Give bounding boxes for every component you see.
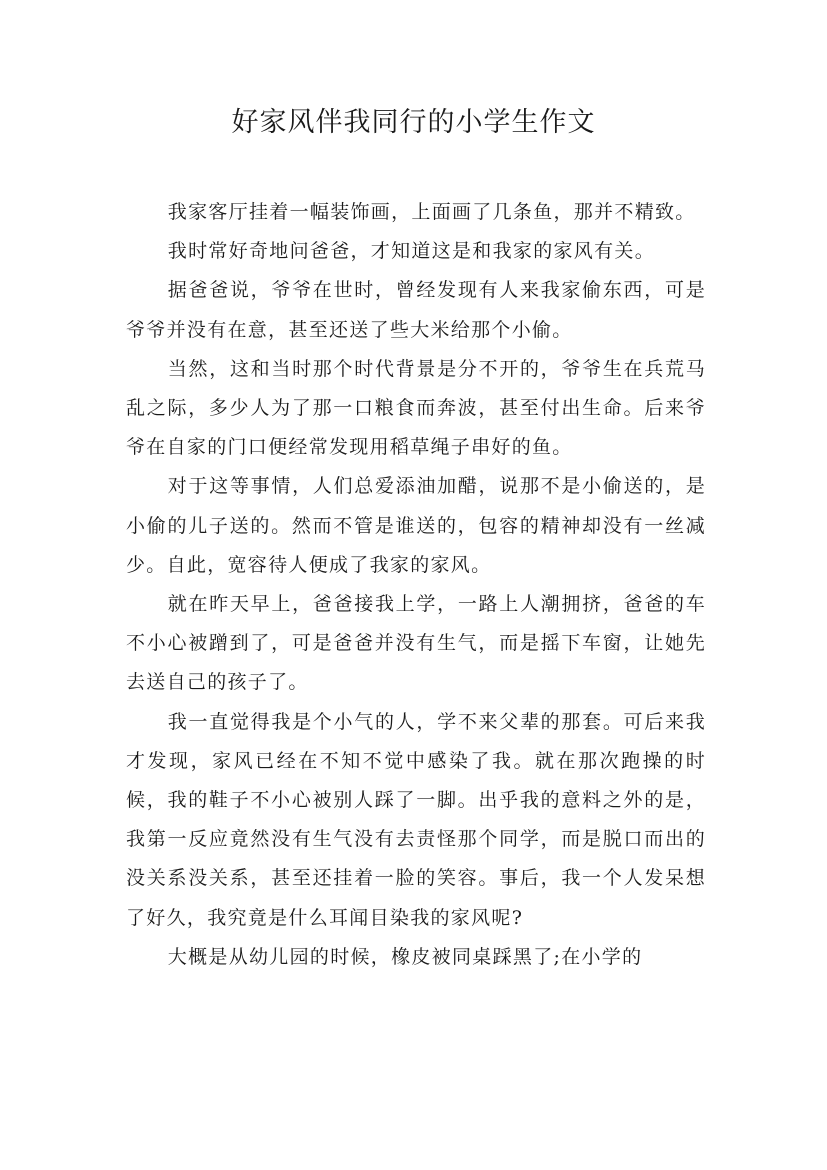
paragraph: 据爸爸说，爷爷在世时，曾经发现有人来我家偷东西，可是爷爷并没有在意，甚至还送了些大米给那个小偷。 bbox=[126, 279, 706, 341]
paragraph: 大概是从幼儿园的时候，橡皮被同桌踩黑了;在小学的 bbox=[167, 945, 643, 968]
paragraph: 我时常好奇地问爸爸，才知道这是和我家的家风有关。 bbox=[167, 240, 655, 263]
paragraph: 对于这等事情，人们总爱添油加醋，说那不是小偷送的，是小偷的儿子送的。然而不管是谁送的，包容的精神却没有一丝减少。自此，宽容待人便成了我家的家风。 bbox=[126, 475, 706, 576]
paragraph: 我家客厅挂着一幅装饰画，上面画了几条鱼，那并不精致。 bbox=[167, 201, 696, 223]
document-body bbox=[126, 193, 706, 977]
paragraph: 当然，这和当时那个时代背景是分不开的，爷爷生在兵荒马乱之际，多少人为了那一口粮食而奔波，甚至付出生命。后来爷爷在自家的门口便经常发现用稻草绳子串好的鱼。 bbox=[126, 357, 706, 459]
paragraph: 我一直觉得我是个小气的人，学不来父辈的那套。可后来我才发现，家风已经在不知不觉中感染了我。就在那次跑操的时候，我的鞋子不小心被别人踩了一脚。出乎我的意料之外的是，我第一反应竟然没有生气没有去责怪那个同学，而是脱口而出的没关系没关系，甚至还挂着一脸的笑容。事后，我一个人发呆想了好久，我究竟是什么耳闻目染我的家风呢? bbox=[126, 710, 706, 929]
paragraph: 就在昨天早上，爸爸接我上学，一路上人潮拥挤，爸爸的车不小心被蹭到了，可是爸爸并没有生气，而是摇下车窗，让她先去送自己的孩子了。 bbox=[126, 593, 706, 694]
document-title: 好家风伴我同行的小学生作文 bbox=[231, 107, 596, 138]
